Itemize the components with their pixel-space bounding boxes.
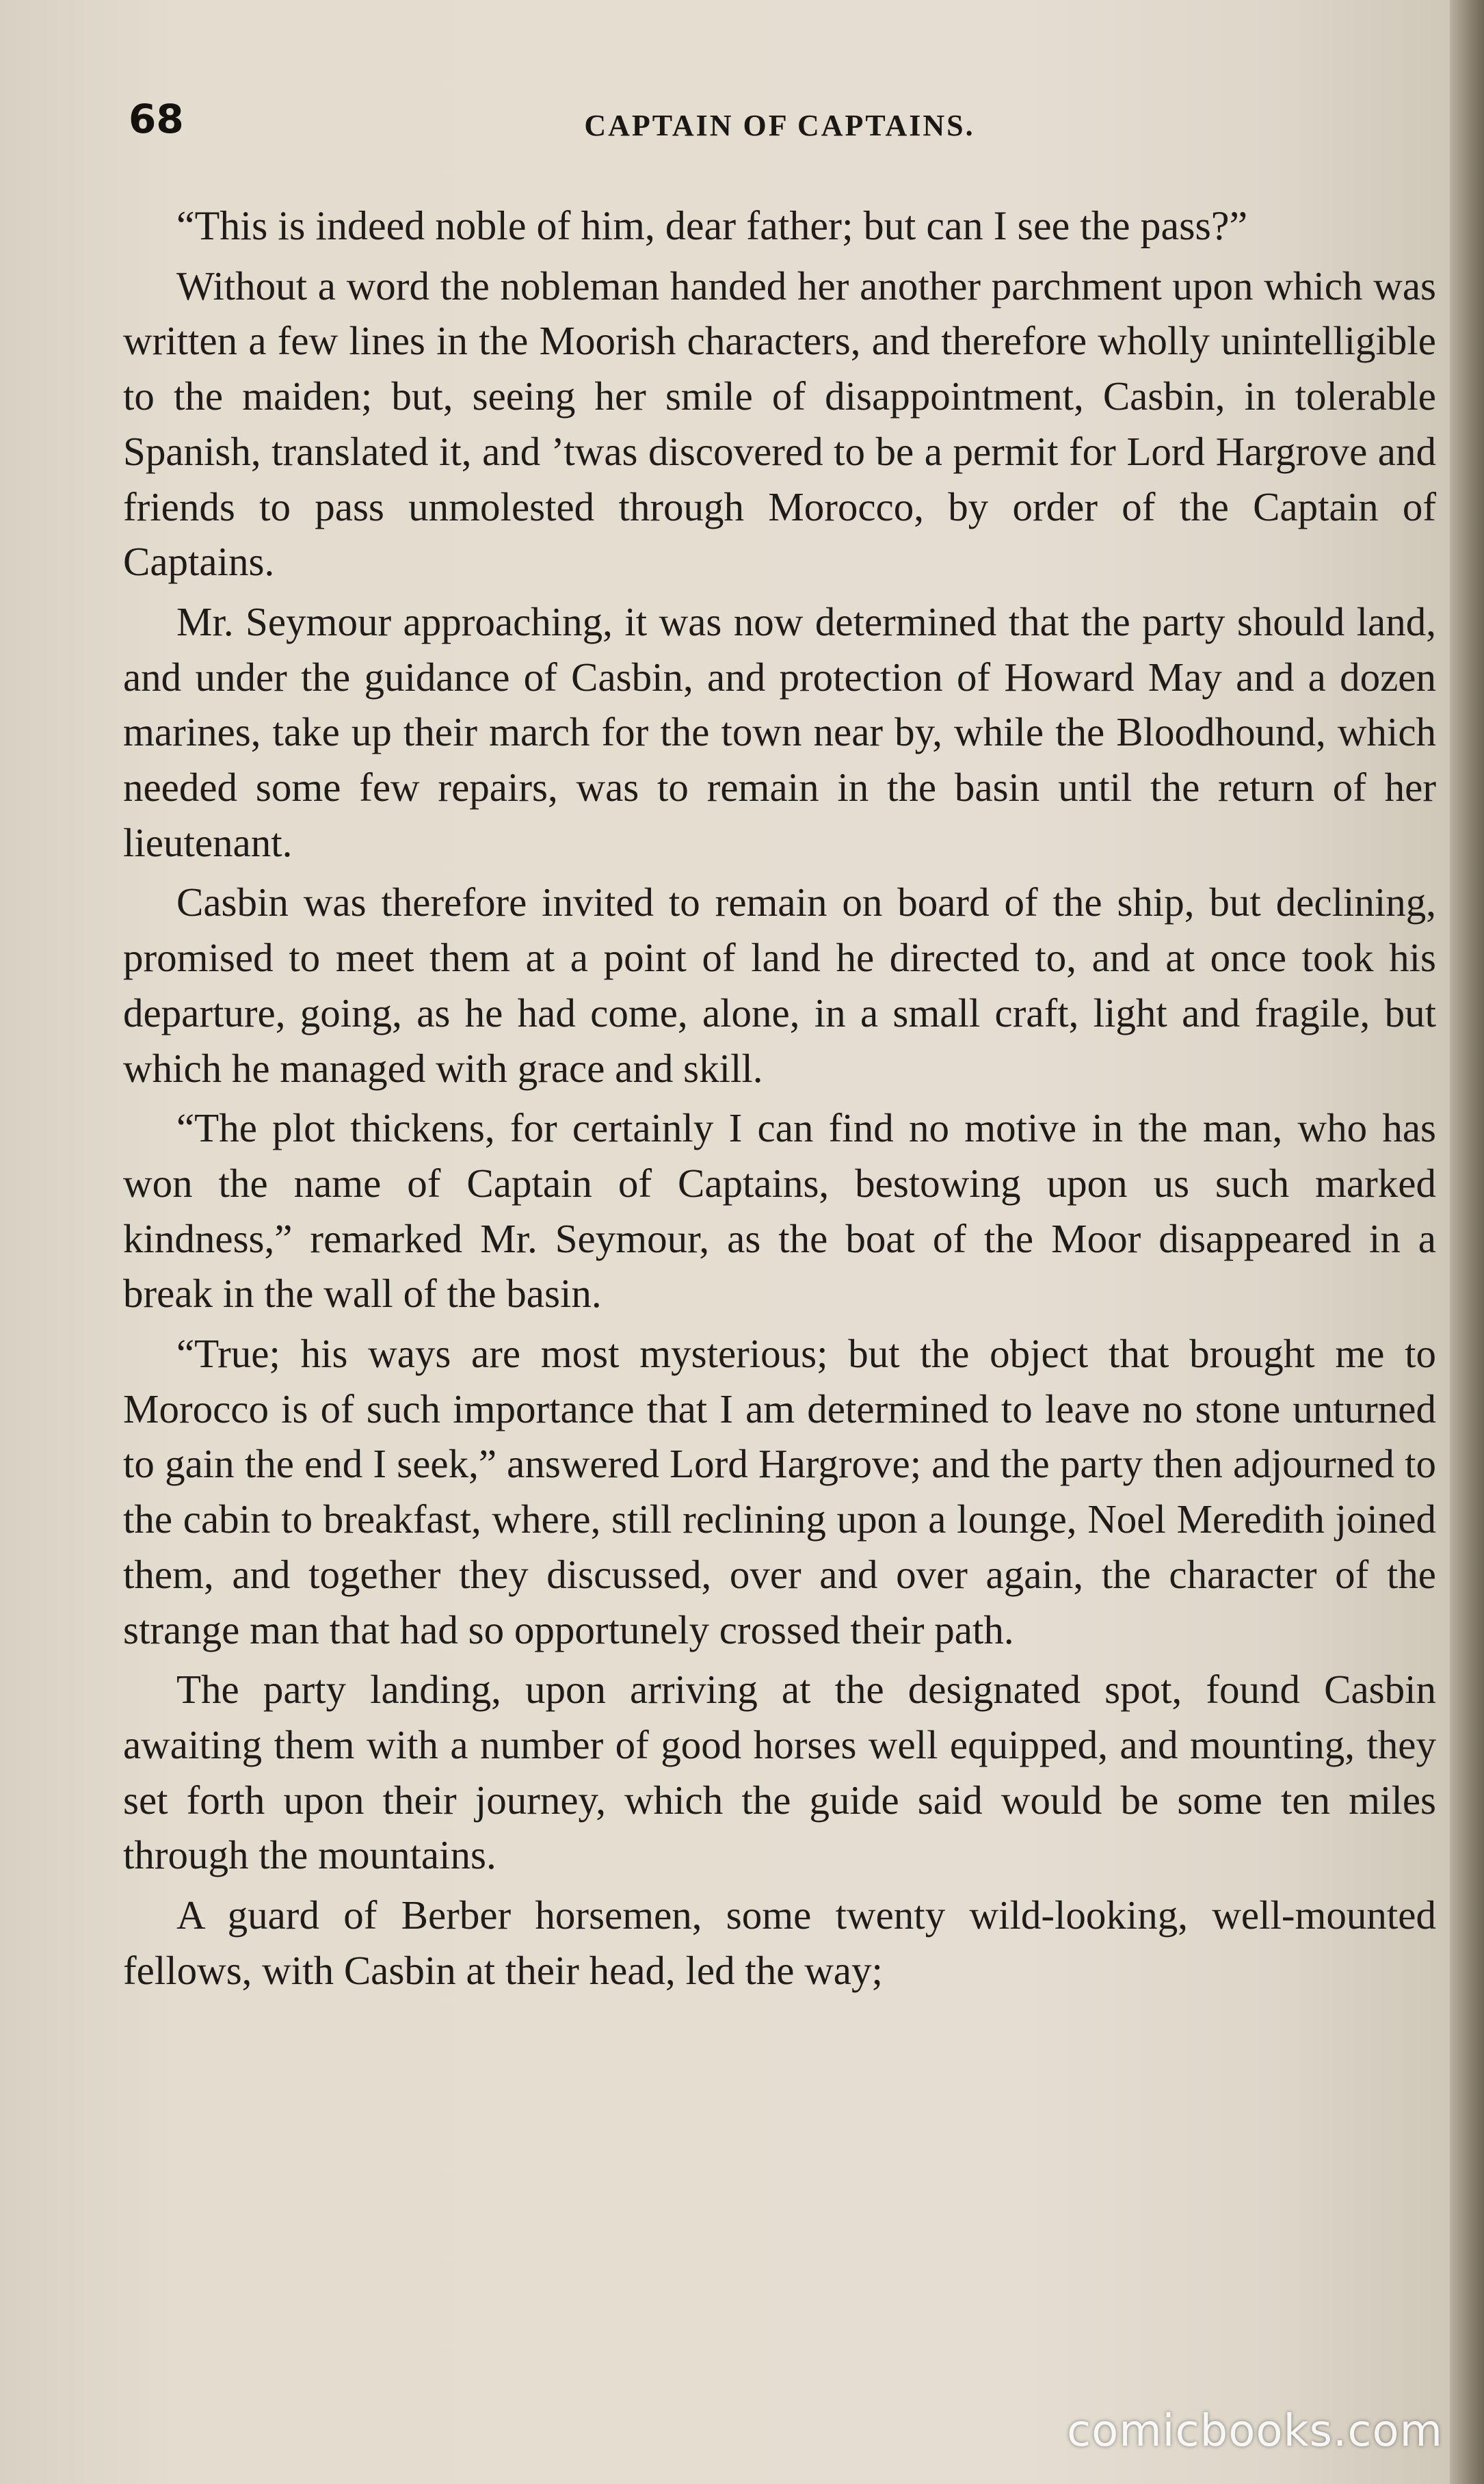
watermark: comicbooks.com [1066,2406,1443,2457]
paragraph: “The plot thickens, for certainly I can find no motive in the man, who has won the name of Captain of Captains, bestowing upon us such marked kindness,” remarked Mr. Seymour, as the boat of the Moor disappeared in a break in the wall of the basin. [123,1105,1436,1317]
paragraph: Mr. Seymour approaching, it was now determined that the party should land, and under the guidance of Casbin, and protection of Howard May and a dozen marines, take up their march for the town near by, while the Bloodhound, which needed some few repairs, was to remain in the basin until the return of her lieutenant. [123,598,1436,865]
paragraph: “This is indeed noble of him, dear father; but can I see the pass?” [176,203,1248,248]
paragraph: The party landing, upon arriving at the designated spot, found Casbin awaiting them with a number of good horses well equipped, and mounting, they set forth upon their journey, which the guide said would be some ten miles through the mountains. [123,1667,1436,1878]
page-header [123,96,1436,157]
paragraph: Casbin was therefore invited to remain on board of the ship, but declining, promised to meet them at a point of land he directed to, and at once took his departure, going, as he had come, alone, in a small craft, light and fragile, but which he managed with grace and skill. [123,880,1436,1091]
running-head: CAPTAIN OF CAPTAINS. [584,109,975,142]
paragraph: Without a word the nobleman handed her another parchment upon which was written a few lines in the Moorish characters, and therefore wholly unintelligible to the maiden; but, seeing her smile of disappointment, Casbin, in tolerable Spanish, translated it, and ’twas discovered to be a permit for Lord Hargrove and friends to pass unmolested through Morocco, by order of the Captain of Captains. [123,263,1436,585]
book-gutter [1450,0,1484,2484]
page-number: 68 [129,96,184,142]
body-text [123,198,1436,2003]
paragraph: “True; his ways are most mysterious; but the object that brought me to Morocco is of such importance that I am determined to leave no stone unturned to gain the end I seek,” answered Lord Hargrove; and the party then adjourned to the cabin to breakfast, where, still reclining upon a lounge, Noel Meredith joined them, and together they discussed, over and over again, the character of the strange man that had so opportunely crossed their path. [123,1331,1436,1652]
paragraph: A guard of Berber horsemen, some twenty wild-looking, well-mounted fellows, with Casbin at their head, led the way; [123,1892,1436,1993]
